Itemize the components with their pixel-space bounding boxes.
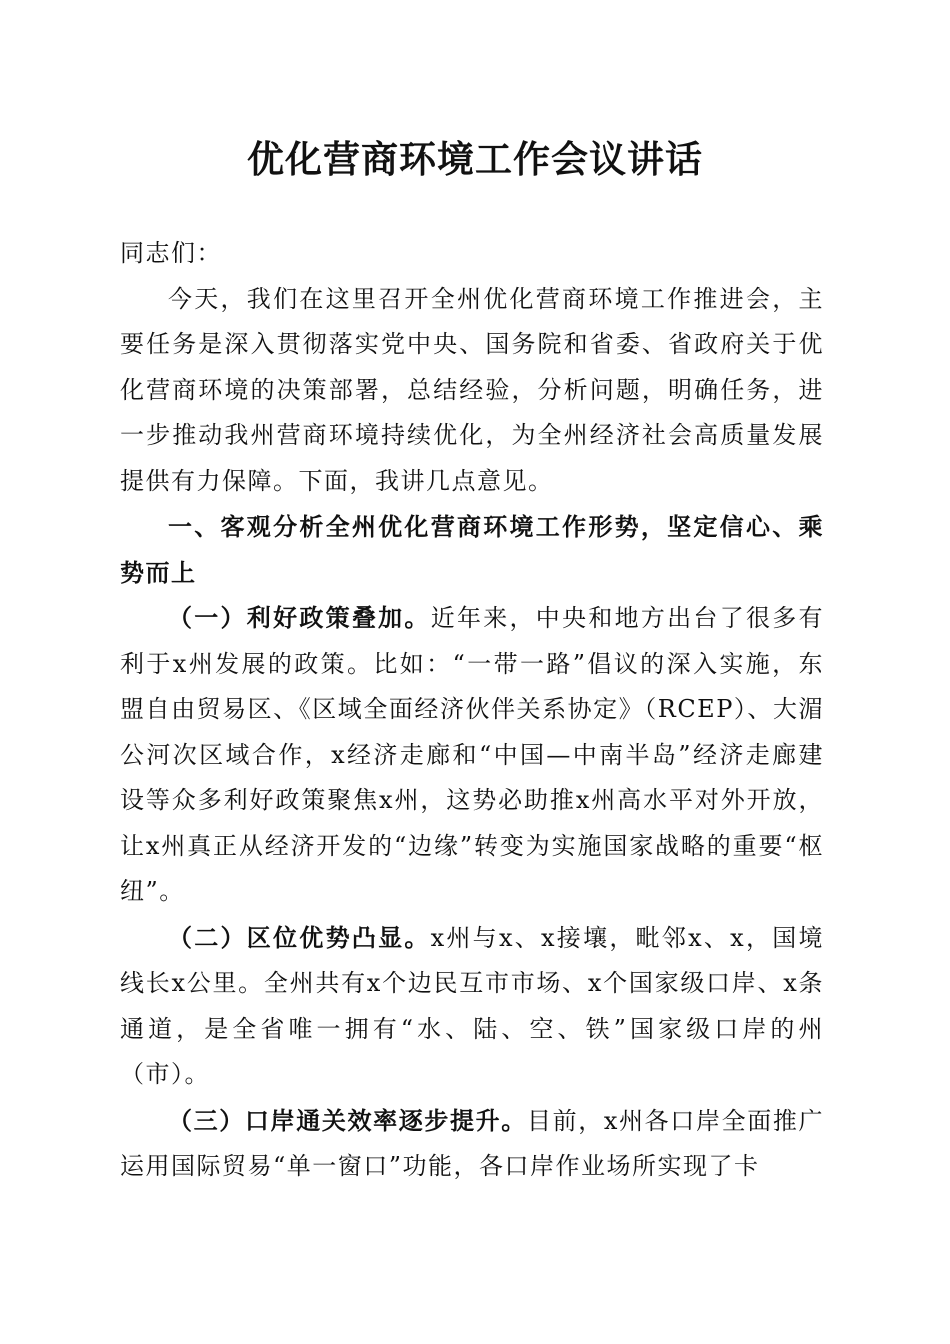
salutation: 同志们： — [120, 239, 222, 267]
point-paragraph — [120, 1098, 824, 1190]
point-text: 近年来，中央和地方出台了很多有利于x州发展的政策。比如：“一带一路”倡议的深入实施，东盟自由贸易区、《区域全面经济伙伴关系协定》（RCEP）、大湄公河次区域合作，x经济走廊和“中国—中南半岛”经济走廊建设等众多利好政策聚焦x州，这势必助推x州高水平对外开放，让x州真正从经济开发的“边缘”转变为实施国家战略的重要“枢纽”。 — [120, 604, 825, 905]
document-title: 优化营商环境工作会议讲话 — [247, 137, 703, 181]
point-label: （二）区位优势凸显。 — [168, 922, 431, 952]
section-heading: 一、客观分析全州优化营商环境工作形势，坚定信心、乘势而上 — [120, 512, 824, 587]
point-label: （一）利好政策叠加。 — [168, 603, 431, 632]
point-text: 目前，x州各口岸全面推广运用国际贸易“单一窗口”功能，各口岸作业场所实现了卡 — [120, 1106, 824, 1180]
intro-paragraph: 今天，我们在这里召开全州优化营商环境工作推进会，主要任务是深入贯彻落实党中央、国务院和省委、省政府关于优化营商环境的决策部署，总结经验，分析问题，明确任务，进一步推动我州营商环境持续优化，为全州经济社会高质量发展提供有力保障。下面，我讲几点意见。 — [120, 284, 824, 495]
document-body — [120, 231, 824, 1190]
point-paragraph — [120, 595, 824, 915]
point-paragraph — [120, 915, 824, 1098]
point-label: （三）口岸通关效率逐步提升。 — [168, 1105, 527, 1135]
point-text: x州与x、x接壤，毗邻x、x，国境线长x公里。全州共有x个边民互市市场、x个国家级口岸、x条通道，是全省唯一拥有“水、陆、空、铁”国家级口岸的州（市）。 — [120, 923, 824, 1088]
